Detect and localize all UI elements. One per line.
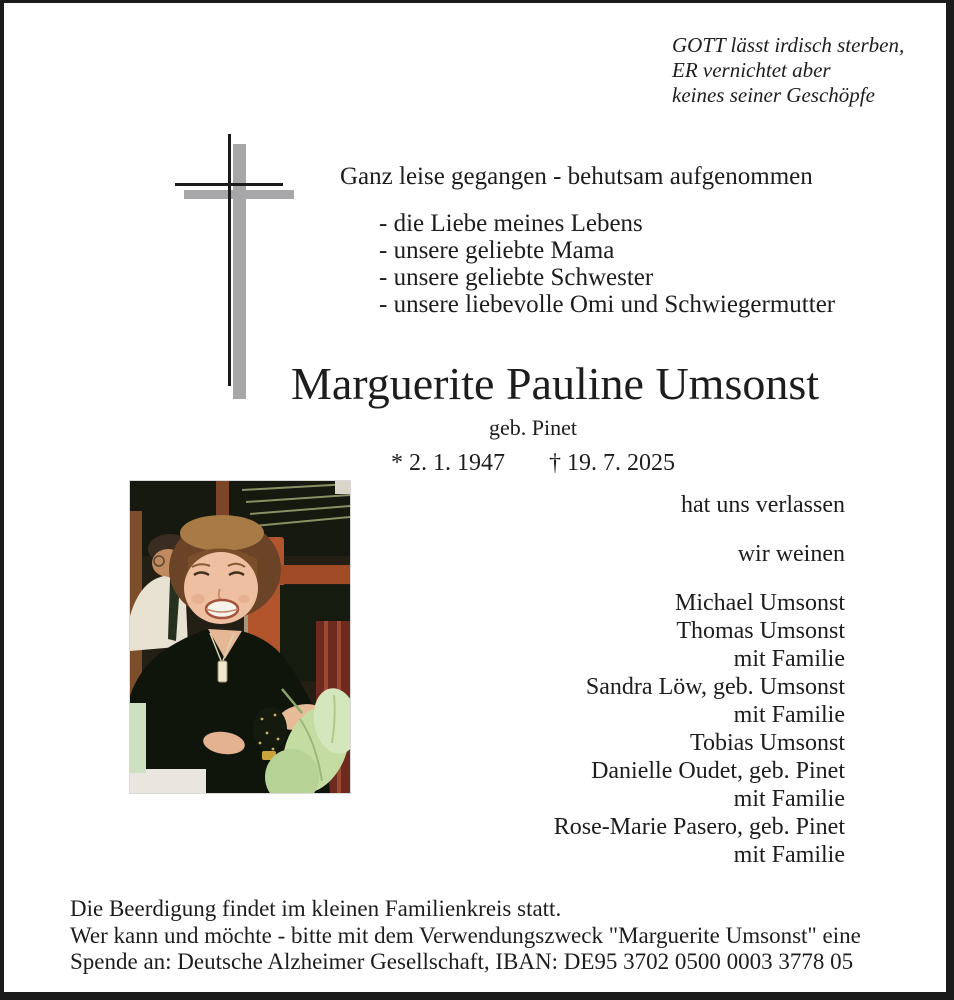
opening-list-item: - die Liebe meines Lebens: [379, 210, 643, 237]
mourner-line: mit Familie: [733, 646, 845, 672]
funeral-info-line: Die Beerdigung findet im kleinen Familienkreis statt.: [70, 896, 562, 921]
mourner-line: Tobias Umsonst: [690, 730, 845, 756]
quote-line: keines seiner Geschöpfe: [672, 83, 875, 107]
deceased-block: [280, 359, 830, 476]
death-date: † 19. 7. 2025: [549, 450, 675, 476]
cross-black-horizontal-bar: [175, 183, 283, 186]
portrait-photo: [130, 481, 350, 793]
birth-date: * 2. 1. 1947: [391, 450, 505, 476]
opening-headline: Ganz leise gegangen - behutsam aufgenommen: [340, 163, 813, 190]
opening-list-item: - unsere liebevolle Omi und Schwiegermutter: [379, 291, 836, 318]
quote-line: ER vernichtet aber: [672, 58, 831, 82]
mourner-line: Rose-Marie Pasero, geb. Pinet: [553, 814, 845, 840]
religious-quote: [672, 33, 904, 108]
mourner-line: Thomas Umsonst: [676, 618, 845, 644]
mourner-line: Michael Umsonst: [675, 590, 845, 616]
quote-line: GOTT lässt irdisch sterben,: [672, 33, 905, 57]
mourner-line: mit Familie: [733, 702, 845, 728]
funeral-info-line: Wer kann und möchte - bitte mit dem Verwendungszweck "Marguerite Umsonst" eine: [70, 922, 861, 948]
farewell-line: wir weinen: [737, 541, 845, 567]
opening-list-item: - unsere geliebte Mama: [379, 237, 615, 264]
mourners-list: [554, 589, 845, 869]
cross-gray-horizontal-bar: [184, 190, 294, 199]
farewell-line: hat uns verlassen: [681, 492, 845, 518]
mourner-line: Danielle Oudet, geb. Pinet: [591, 758, 845, 784]
maiden-name: geb. Pinet: [489, 415, 577, 440]
mourner-line: mit Familie: [733, 842, 845, 868]
opening-list: [379, 210, 835, 318]
mourner-line: Sandra Löw, geb. Umsonst: [585, 674, 845, 700]
deceased-name: Marguerite Pauline Umsonst: [290, 358, 820, 409]
portrait-photo-graphic: [130, 481, 350, 793]
funeral-info: [70, 896, 861, 976]
cross-black-vertical-bar: [228, 134, 231, 386]
mourner-line: mit Familie: [733, 786, 845, 812]
funeral-info-line: Spende an: Deutsche Alzheimer Gesellschaft, IBAN: DE95 3702 0500 0003 3778 05: [70, 949, 854, 974]
life-dates: [280, 450, 830, 476]
opening-list-item: - unsere geliebte Schwester: [379, 264, 654, 291]
